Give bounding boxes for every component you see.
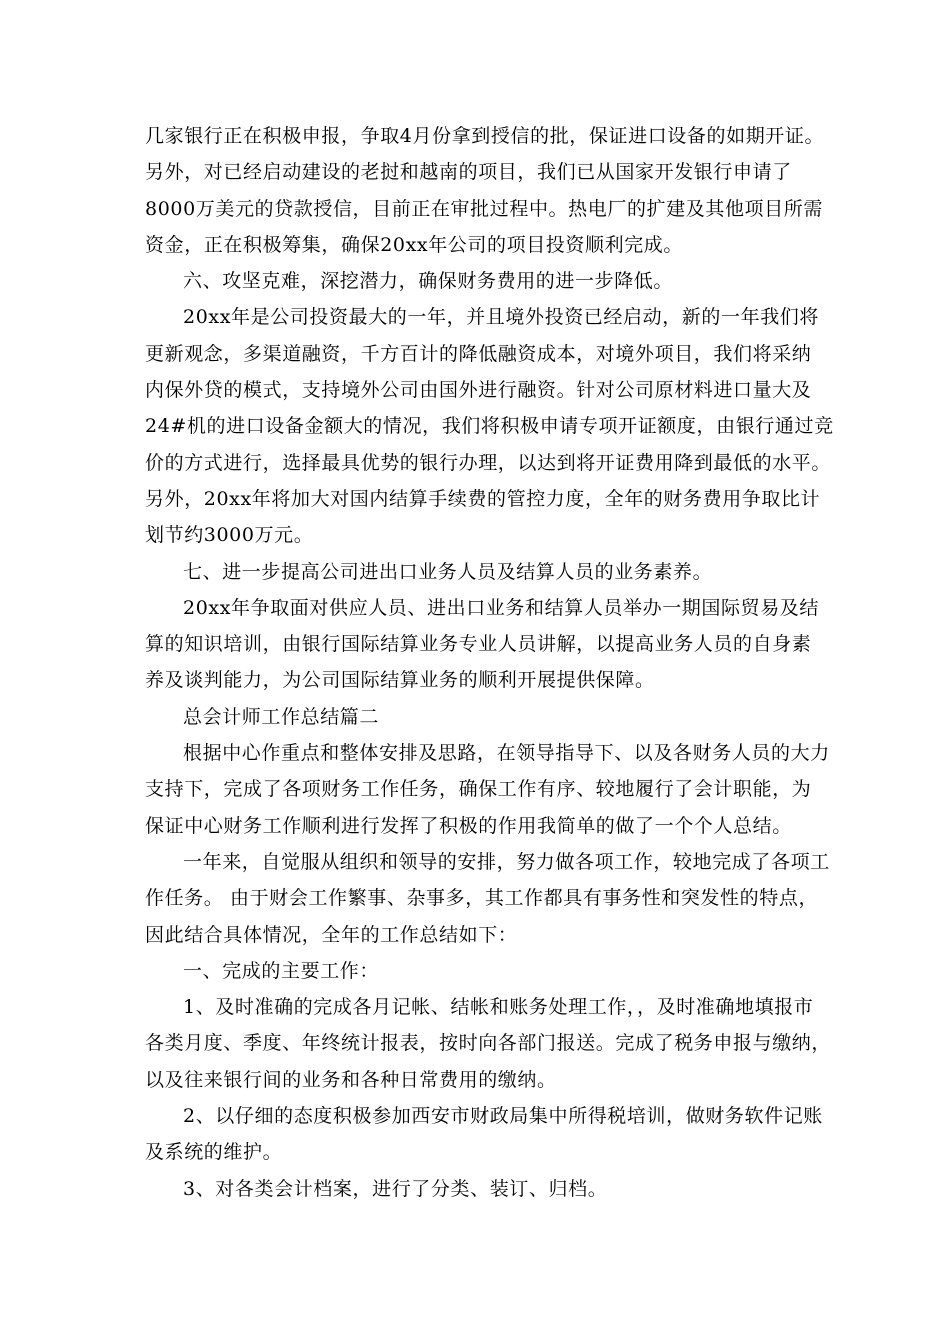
text-line: 因此结合具体情况，全年的工作总结如下：	[145, 923, 518, 946]
section-heading: 七、进一步提高公司进出口业务人员及结算人员的业务素养。	[183, 560, 713, 583]
text-line: 及系统的维护。	[145, 1141, 283, 1164]
text-line: 算的知识培训，由银行国际结算业务专业人员讲解，以提高业务人员的自身素	[145, 633, 812, 656]
text-line: 资金，正在积极筹集，确保20xx年公司的项目投资顺利完成。	[145, 233, 684, 256]
text-line: 保证中心财务工作顺利进行发挥了积极的作用我简单的做了一个个人总结。	[145, 814, 792, 837]
text-line: 8000万美元的贷款授信，目前正在审批过程中。热电厂的扩建及其他项目所需	[145, 197, 823, 220]
section-heading: 六、攻坚克难，深挖潜力，确保财务费用的进一步降低。	[183, 270, 674, 293]
text-line: 另外，对已经启动建设的老挝和越南的项目，我们已从国家开发银行申请了	[145, 161, 792, 184]
text-line: 价的方式进行，选择最具优势的银行办理，以达到将开证费用降到最低的水平。	[145, 451, 832, 474]
article-title: 总会计师工作总结篇二	[183, 705, 380, 728]
text-line: 更新观念，多渠道融资，千方百计的降低融资成本，对境外项目，我们将采纳	[145, 342, 812, 365]
section-heading: 一、完成的主要工作：	[183, 959, 380, 982]
text-line: 以及往来银行间的业务和各种日常费用的缴纳。	[145, 1068, 557, 1091]
text-line: 20xx年争取面对供应人员、进出口业务和结算人员举办一期国际贸易及结	[183, 596, 820, 619]
text-line: 各类月度、季度、年终统计报表，按时向各部门报送。完成了税务申报与缴纳，	[145, 1032, 832, 1055]
text-line: 3、对各类会计档案，进行了分类、装订、归档。	[183, 1177, 608, 1200]
text-line: 支持下，完成了各项财务工作任务，确保工作有序、较地履行了会计职能，为	[145, 778, 812, 801]
text-line: 一年来，自觉服从组织和领导的安排，努力做各项工作，较地完成了各项工	[183, 850, 830, 873]
text-line: 2、以仔细的态度积极参加西安市财政局集中所得税培训，做财务软件记账	[183, 1105, 823, 1128]
text-line: 24#机的进口设备金额大的情况，我们将积极申请专项开证额度，由银行通过竞	[145, 415, 834, 438]
text-line: 1、及时准确的完成各月记帐、结帐和账务处理工作，，及时准确地填报市	[183, 996, 814, 1019]
text-line: 作任务。 由于财会工作繁事、杂事多，其工作都具有事务性和突发性的特点，	[145, 887, 819, 910]
text-line: 划节约3000万元。	[145, 524, 314, 547]
text-line: 养及谈判能力，为公司国际结算业务的顺利开展提供保障。	[145, 669, 655, 692]
text-line: 另外，20xx年将加大对国内结算手续费的管控力度，全年的财务费用争取比计	[145, 487, 821, 510]
text-line: 内保外贷的模式，支持境外公司由国外进行融资。针对公司原材料进口量大及	[145, 379, 812, 402]
text-line: 几家银行正在积极申报，争取4月份拿到授信的批，保证进口设备的如期开证。	[145, 125, 825, 147]
document-page	[145, 118, 834, 1207]
text-line: 根据中心作重点和整体安排及思路，在领导指导下、以及各财务人员的大力	[183, 742, 830, 765]
text-line: 20xx年是公司投资最大的一年，并且境外投资已经启动，新的一年我们将	[183, 306, 820, 329]
